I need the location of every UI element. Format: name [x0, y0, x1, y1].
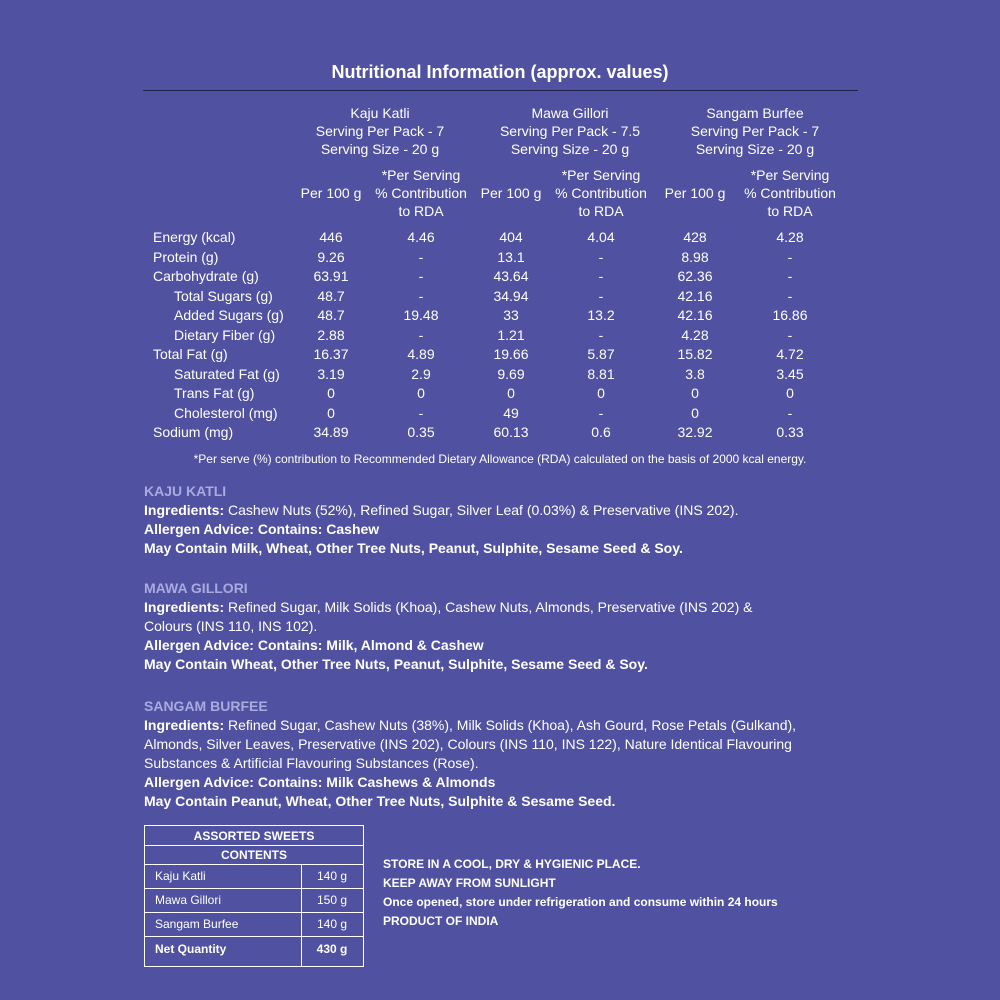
nutrient-value: 0 [327, 385, 335, 401]
serving-per-pack: Serving Per Pack - 7 [315, 123, 445, 139]
nutrient-value: 9.26 [317, 249, 345, 265]
storage-line: PRODUCT OF INDIA [383, 914, 499, 928]
nutrient-value: 42.16 [677, 288, 713, 304]
nutrient-value: 1.21 [497, 327, 525, 343]
may-contain: May Contain Milk, Wheat, Other Tree Nuts, Peanut, Sulphite, Sesame Seed & Soy. [144, 540, 683, 556]
box-divider [145, 888, 363, 889]
rda-line-2: % Contribution [555, 185, 647, 201]
storage-instructions [383, 855, 778, 931]
nutrient-value: - [787, 249, 793, 265]
contents-item-qty: 150 g [316, 893, 348, 907]
product-header-kaju [300, 104, 460, 158]
nutrient-label: Trans Fat (g) [174, 385, 255, 401]
ingredients-label: Ingredients: [144, 717, 225, 733]
nutrient-value: 4.46 [407, 229, 435, 245]
rda-line-1: *Per Serving [561, 167, 641, 183]
nutrient-value: 43.64 [493, 268, 529, 284]
nutrient-value: 13.1 [497, 249, 525, 265]
nutrient-value: 49 [503, 405, 519, 421]
nutrient-value: - [787, 405, 793, 421]
nutrient-value: 8.81 [587, 366, 615, 382]
rda-line-1: *Per Serving [750, 167, 830, 183]
nutrient-label: Sodium (mg) [153, 424, 234, 440]
nutrient-label: Cholesterol (mg) [174, 405, 278, 421]
col-rda-2 [546, 166, 656, 220]
section-mawa-gillori [144, 579, 864, 674]
product-name: Mawa Gillori [531, 105, 609, 121]
section-kaju-katli [144, 482, 864, 558]
ingredients-text [144, 598, 804, 636]
nutrient-label: Dietary Fiber (g) [174, 327, 276, 343]
nutrient-value: - [787, 268, 793, 284]
nutrient-value: 0 [327, 405, 335, 421]
net-quantity-value: 430 g [316, 942, 348, 956]
contents-item-qty: 140 g [316, 917, 348, 931]
nutrient-value: - [418, 405, 424, 421]
ingredients-list: Refined Sugar, Milk Solids (Khoa), Cashew Nuts, Almonds, Preservative (INS 202) & Colours (INS 110, INS 102). [144, 599, 753, 634]
col-rda-3 [735, 166, 845, 220]
nutrient-value: - [418, 268, 424, 284]
nutrient-value: - [418, 288, 424, 304]
nutrient-value: 4.28 [776, 229, 804, 245]
nutrient-value: 19.66 [493, 346, 529, 362]
nutrient-value: 34.94 [493, 288, 529, 304]
nutrient-value: 0.33 [776, 424, 804, 440]
rda-line-1: *Per Serving [381, 167, 461, 183]
contents-item-qty: 140 g [316, 869, 348, 883]
section-sangam-burfee [144, 697, 864, 811]
nutrient-value: 63.91 [313, 268, 349, 284]
col-per100-1: Per 100 g [300, 185, 362, 201]
contents-box-subtitle: CONTENTS [221, 848, 287, 862]
ingredients-text [144, 716, 844, 773]
box-divider [145, 912, 363, 913]
nutrient-value: - [418, 249, 424, 265]
nutrient-value: 0 [786, 385, 794, 401]
nutrient-value: 9.69 [497, 366, 525, 382]
serving-size: Serving Size - 20 g [510, 141, 630, 157]
nutrient-value: 3.45 [776, 366, 804, 382]
nutrient-label: Saturated Fat (g) [174, 366, 280, 382]
may-contain: May Contain Peanut, Wheat, Other Tree Nuts, Sulphite & Sesame Seed. [144, 793, 616, 809]
nutrient-value: - [418, 327, 424, 343]
allergen-advice: Allergen Advice: Contains: Milk, Almond & Cashew [144, 637, 484, 653]
serving-per-pack: Serving Per Pack - 7 [690, 123, 820, 139]
box-divider [145, 864, 363, 865]
product-name: Kaju Katli [350, 105, 410, 121]
nutrient-value: 4.72 [776, 346, 804, 362]
ingredients-label: Ingredients: [144, 599, 225, 615]
rda-line-3: to RDA [578, 203, 624, 219]
rda-line-2: % Contribution [375, 185, 467, 201]
ingredients-text [144, 501, 864, 520]
nutrient-value: - [598, 405, 604, 421]
nutrient-value: 16.86 [772, 307, 808, 323]
nutrient-label: Carbohydrate (g) [153, 268, 259, 284]
nutrient-value: 2.88 [317, 327, 345, 343]
nutrient-value: 428 [683, 229, 707, 245]
ingredients-list: Refined Sugar, Cashew Nuts (38%), Milk Solids (Khoa), Ash Gourd, Rose Petals (Gulkand), Almonds, Silver Leaves, Preservative (INS 202), Colours (INS 110, INS 122), Nature Identical Flavouring Substances & Artificial Flavouring Substances (Rose). [144, 717, 797, 771]
rda-line-3: to RDA [398, 203, 444, 219]
nutrient-value: 0.35 [407, 424, 435, 440]
nutrient-value: 0.6 [591, 424, 611, 440]
col-per100-3: Per 100 g [664, 185, 726, 201]
net-quantity-label: Net Quantity [155, 942, 227, 956]
nutrient-value: 0 [691, 405, 699, 421]
rda-line-3: to RDA [767, 203, 813, 219]
section-heading: MAWA GILLORI [144, 580, 248, 596]
product-name: Sangam Burfee [706, 105, 804, 121]
nutrient-value: - [598, 268, 604, 284]
nutrient-value: 48.7 [317, 307, 345, 323]
nutrient-value: 0 [597, 385, 605, 401]
allergen-advice: Allergen Advice: Contains: Cashew [144, 521, 380, 537]
nutrient-value: 48.7 [317, 288, 345, 304]
nutrient-value: 2.9 [411, 366, 431, 382]
section-heading: KAJU KATLI [144, 483, 227, 499]
nutrient-value: 33 [503, 307, 519, 323]
nutrient-label: Energy (kcal) [153, 229, 236, 245]
rda-line-2: % Contribution [744, 185, 836, 201]
box-divider [145, 845, 363, 846]
nutrient-value: - [598, 327, 604, 343]
col-rda-1 [366, 166, 476, 220]
nutrient-value: 0 [507, 385, 515, 401]
product-header-sangam [675, 104, 835, 158]
contents-box [144, 825, 364, 967]
nutrient-value: 0 [417, 385, 425, 401]
storage-line: KEEP AWAY FROM SUNLIGHT [383, 876, 556, 890]
nutrient-value: 60.13 [493, 424, 529, 440]
serving-size: Serving Size - 20 g [695, 141, 815, 157]
contents-item-name: Mawa Gillori [155, 893, 222, 907]
nutrient-value: 34.89 [313, 424, 349, 440]
ingredients-list: Cashew Nuts (52%), Refined Sugar, Silver Leaf (0.03%) & Preservative (INS 202). [224, 502, 739, 518]
contents-item-name: Sangam Burfee [155, 917, 239, 931]
contents-box-title: ASSORTED SWEETS [193, 829, 315, 843]
product-header-mawa [480, 104, 660, 158]
nutrient-value: - [787, 288, 793, 304]
contents-item-name: Kaju Katli [155, 869, 206, 883]
nutrient-value: 4.04 [587, 229, 615, 245]
nutrient-label: Added Sugars (g) [174, 307, 284, 323]
nutrient-value: - [598, 249, 604, 265]
nutrient-value: 4.89 [407, 346, 435, 362]
storage-line: STORE IN A COOL, DRY & HYGIENIC PLACE. [383, 857, 641, 871]
may-contain: May Contain Wheat, Other Tree Nuts, Peanut, Sulphite, Sesame Seed & Soy. [144, 656, 648, 672]
storage-line: Once opened, store under refrigeration and consume within 24 hours [383, 895, 778, 909]
nutrient-value: 15.82 [677, 346, 713, 362]
nutrient-value: 4.28 [681, 327, 709, 343]
col-per100-2: Per 100 g [480, 185, 542, 201]
ingredients-label: Ingredients: [144, 502, 225, 518]
nutrient-label: Total Sugars (g) [174, 288, 273, 304]
nutrient-value: 3.8 [685, 366, 705, 382]
nutrient-value: 42.16 [677, 307, 713, 323]
nutrient-value: 5.87 [587, 346, 615, 362]
page-title: Nutritional Information (approx. values) [331, 62, 669, 82]
box-divider [145, 936, 363, 937]
section-heading: SANGAM BURFEE [144, 698, 268, 714]
nutrient-value: 8.98 [681, 249, 709, 265]
title-divider [143, 90, 858, 91]
nutrient-value: 32.92 [677, 424, 713, 440]
nutrient-value: 13.2 [587, 307, 615, 323]
serving-size: Serving Size - 20 g [320, 141, 440, 157]
rda-footnote: *Per serve (%) contribution to Recommended Dietary Allowance (RDA) calculated on the basis of 2000 kcal energy. [193, 452, 807, 466]
nutrient-value: 19.48 [403, 307, 439, 323]
nutrient-value: 3.19 [317, 366, 345, 382]
nutrient-value: - [787, 327, 793, 343]
nutrient-label: Protein (g) [153, 249, 219, 265]
nutrient-value: 62.36 [677, 268, 713, 284]
nutrient-value: 16.37 [313, 346, 349, 362]
allergen-advice: Allergen Advice: Contains: Milk Cashews & Almonds [144, 774, 496, 790]
nutrient-value: - [598, 288, 604, 304]
nutrient-value: 446 [319, 229, 343, 245]
nutrient-value: 0 [691, 385, 699, 401]
nutrient-value: 404 [499, 229, 523, 245]
nutrient-label: Total Fat (g) [153, 346, 228, 362]
serving-per-pack: Serving Per Pack - 7.5 [499, 123, 641, 139]
